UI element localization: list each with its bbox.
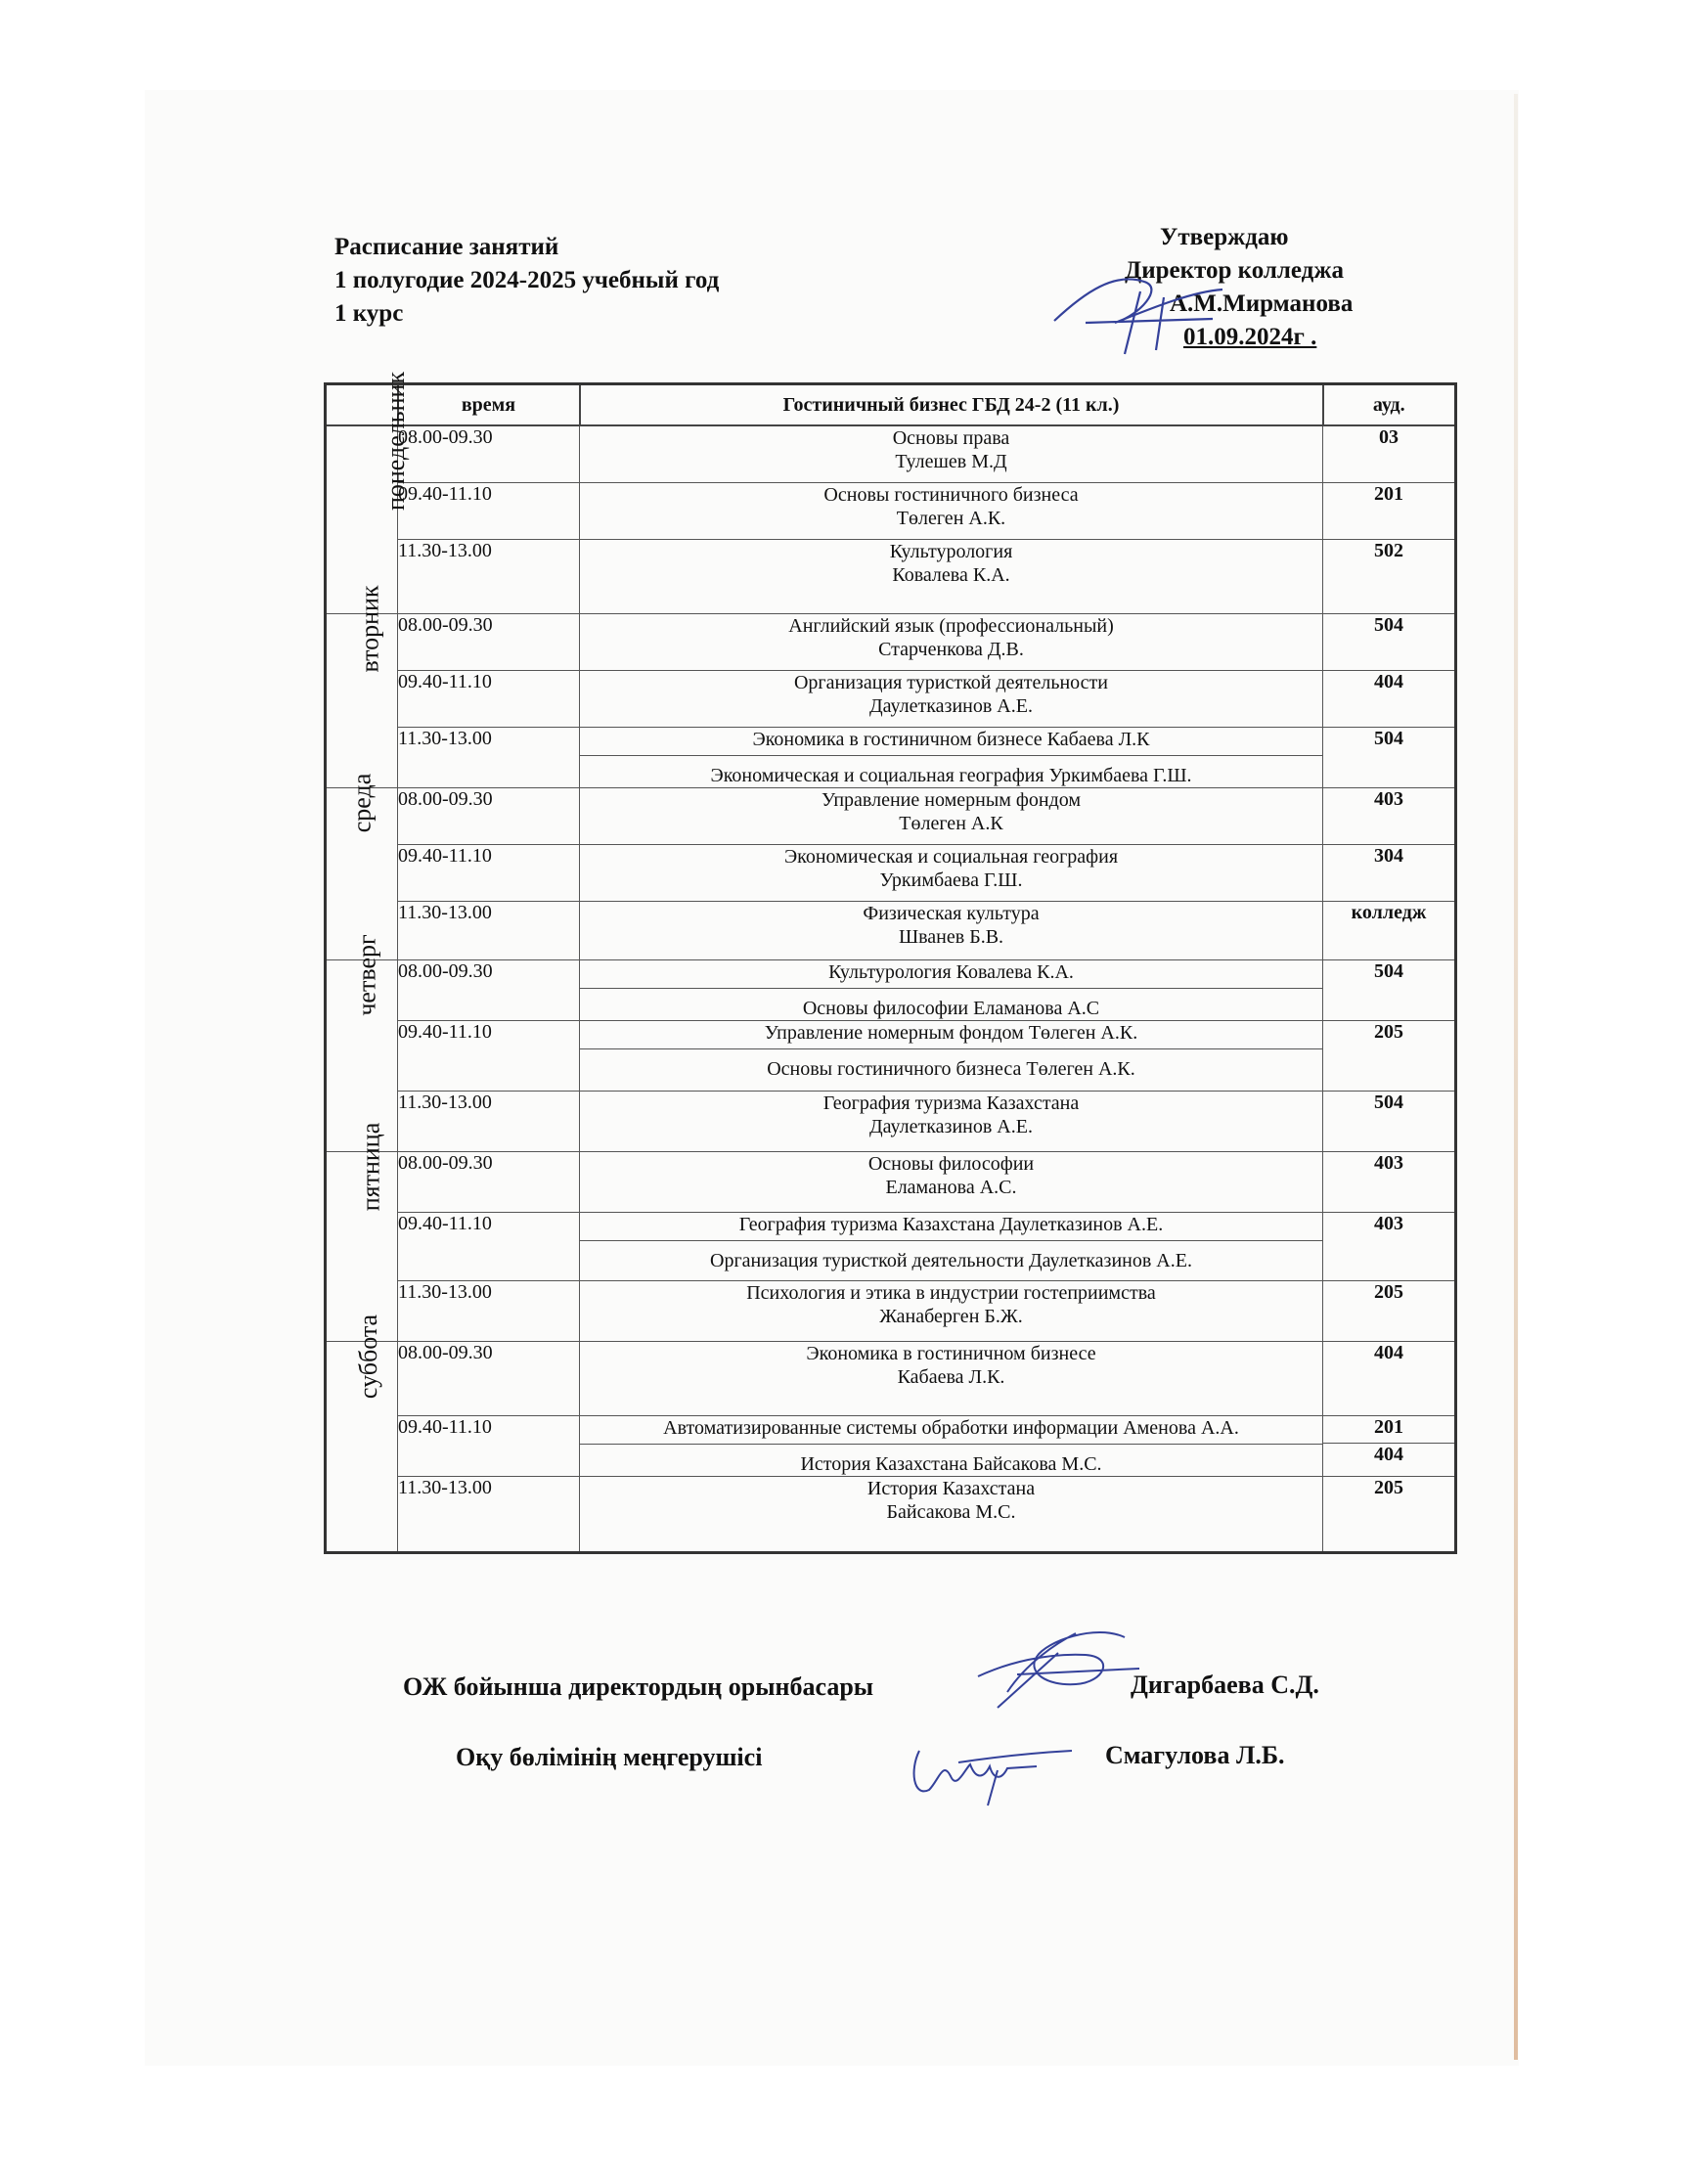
lesson-entry: [580, 1048, 1322, 1081]
lesson-teacher: Төлеген А.К: [899, 812, 1003, 834]
subject-cell: [580, 539, 1323, 613]
room-cell: [1323, 482, 1456, 539]
time-cell: 09.40-11.10: [398, 844, 580, 901]
lesson-teacher: Төлеген А.К.: [896, 507, 1006, 529]
day-cell: [326, 1314, 398, 1552]
room-cell: [1323, 844, 1456, 901]
lesson-subject: Управление номерным фондом Төлеген А.К.: [764, 1021, 1138, 1044]
table-row: [326, 1212, 1456, 1280]
room-cell: [1323, 959, 1456, 1020]
table-row: [326, 1020, 1456, 1091]
lesson-entry: [580, 1213, 1322, 1236]
table-row: [326, 613, 1456, 670]
lesson-subject: Экономическая и социальная география: [783, 845, 1119, 868]
lesson-subject: Экономическая и социальная география Уркимбаева Г.Ш.: [710, 764, 1192, 786]
lesson-teacher: Старченкова Д.В.: [878, 638, 1024, 660]
table-row: [326, 901, 1456, 959]
room-cell: [1323, 1341, 1456, 1415]
table-row: [326, 1280, 1456, 1341]
lesson-entry: [580, 671, 1322, 718]
lesson-teacher: Даулетказинов А.Е.: [869, 1115, 1033, 1137]
head-title: Оқу бөлімінің меңгерушісі: [456, 1743, 763, 1771]
room-number: 504: [1374, 1091, 1403, 1113]
room-cell: [1323, 670, 1456, 727]
lesson-subject: Организация туристкой деятельности Даулетказинов А.Е.: [710, 1249, 1192, 1271]
subject-cell: [580, 727, 1323, 787]
room-number: 304: [1374, 844, 1403, 867]
lesson-subject: География туризма Казахстана Даулетказинов А.Е.: [738, 1213, 1164, 1235]
director-signature: [1046, 252, 1232, 360]
time-cell: 11.30-13.00: [398, 539, 580, 613]
room-number: 504: [1374, 727, 1403, 749]
table-row: [326, 482, 1456, 539]
time-cell: 08.00-09.30: [398, 1341, 580, 1415]
subject-cell: [580, 1415, 1323, 1476]
day-label: вторник: [355, 584, 384, 673]
subject-cell: [580, 787, 1323, 844]
lesson-subject: Английский язык (профессиональный): [788, 614, 1114, 637]
table-row: [326, 539, 1456, 613]
subject-cell: [580, 844, 1323, 901]
room-number: 403: [1374, 787, 1403, 810]
lesson-teacher: Даулетказинов А.Е.: [869, 694, 1033, 717]
header-cell-group: Гостиничный бизнес ГБД 24-2 (11 кл.): [580, 384, 1323, 426]
deputy-title: ОЖ бойынша директордың орынбасары: [403, 1672, 874, 1701]
table-row: [326, 844, 1456, 901]
header-semester: 1 полугодие 2024-2025 учебный год: [334, 267, 720, 293]
room-number: 404: [1374, 670, 1403, 692]
day-label: понедельник: [381, 371, 411, 512]
table-header-row: [326, 384, 1456, 426]
lesson-teacher: Еламанова А.С.: [885, 1176, 1017, 1198]
lesson-subject: Культурология Ковалева К.А.: [828, 960, 1074, 983]
room-number: 403: [1374, 1212, 1403, 1234]
table-row: [326, 1415, 1456, 1476]
table-row: [326, 670, 1456, 727]
lesson-subject: История Казахстана Байсакова М.С.: [800, 1452, 1102, 1475]
time-cell: 09.40-11.10: [398, 1415, 580, 1476]
time-cell: 08.00-09.30: [398, 613, 580, 670]
lesson-subject: Автоматизированные системы обработки информации Аменова А.А.: [663, 1416, 1239, 1439]
room-cell: [1323, 1151, 1456, 1212]
room-number: 03: [1379, 426, 1399, 448]
lesson-entry: [580, 1444, 1322, 1476]
room-cell: [1323, 901, 1456, 959]
director-name: А.М.Мирманова: [1170, 290, 1354, 317]
lesson-entry: [580, 1281, 1322, 1328]
header-course: 1 курс: [334, 300, 404, 327]
room-cell: [1323, 1476, 1456, 1552]
lesson-entry: [580, 614, 1322, 661]
subject-cell: [580, 425, 1323, 482]
room-number: 404: [1323, 1443, 1454, 1466]
table-row: [326, 1151, 1456, 1212]
lesson-subject: Культурология: [889, 540, 1013, 562]
day-label: суббота: [354, 1314, 383, 1399]
table-row: [326, 425, 1456, 482]
lesson-subject: История Казахстана: [866, 1477, 1036, 1499]
lesson-subject: Основы права: [892, 427, 1010, 449]
lesson-subject: Психология и этика в индустрии гостеприимства: [746, 1281, 1156, 1304]
deputy-signature: [968, 1614, 1144, 1721]
time-cell: 11.30-13.00: [398, 1280, 580, 1341]
table-row: [326, 787, 1456, 844]
room-cell: [1323, 1020, 1456, 1091]
lesson-entry: [580, 988, 1322, 1020]
lesson-entry: [580, 788, 1322, 835]
schedule-header: [334, 231, 719, 331]
subject-cell: [580, 959, 1323, 1020]
time-cell: 11.30-13.00: [398, 1091, 580, 1151]
lesson-subject: Экономика в гостиничном бизнесе Кабаева Л.К: [752, 728, 1150, 750]
room-number: 404: [1374, 1341, 1403, 1363]
subject-cell: [580, 1212, 1323, 1280]
room-cell: [1323, 613, 1456, 670]
lesson-entry: [580, 1477, 1322, 1524]
approve-label: Утверждаю: [1160, 224, 1289, 250]
lesson-subject: Основы философии: [867, 1152, 1035, 1175]
lesson-subject: Организация туристкой деятельности: [793, 671, 1108, 693]
head-name: Смагулова Л.Б.: [1105, 1741, 1285, 1769]
table-row: [326, 1476, 1456, 1552]
time-cell: 08.00-09.30: [398, 1151, 580, 1212]
lesson-entry: [580, 1240, 1322, 1272]
day-label: четверг: [352, 933, 381, 1016]
lesson-entry: [580, 845, 1322, 892]
time-cell: 09.40-11.10: [398, 1020, 580, 1091]
lesson-subject: Физическая культура: [863, 902, 1040, 924]
header-title: Расписание занятий: [334, 234, 559, 260]
room-cell: [1323, 539, 1456, 613]
table-row: [326, 1341, 1456, 1415]
lesson-entry: [580, 960, 1322, 984]
approval-date: 01.09.2024г .: [1183, 324, 1317, 350]
room-number: 205: [1374, 1020, 1403, 1043]
room-cell: [1323, 1091, 1456, 1151]
lesson-entry: [580, 540, 1322, 587]
room-number: 201: [1374, 1415, 1403, 1438]
lesson-entry: [580, 728, 1322, 751]
subject-cell: [580, 1020, 1323, 1091]
time-cell: 09.40-11.10: [398, 1212, 580, 1280]
lesson-teacher: Байсакова М.С.: [886, 1500, 1016, 1523]
director-title: Директор колледжа: [1125, 257, 1344, 284]
schedule-table: [324, 371, 1457, 1554]
lesson-teacher: Уркимбаева Г.Ш.: [879, 869, 1023, 891]
subject-cell: [580, 670, 1323, 727]
room-number: 504: [1374, 959, 1403, 982]
room-cell: [1323, 425, 1456, 482]
subject-cell: [580, 613, 1323, 670]
lesson-teacher: Кабаева Л.К.: [897, 1365, 1005, 1388]
room-number: колледж: [1351, 901, 1427, 923]
page-edge-shadow: [1514, 94, 1518, 2060]
header-cell-room: ауд.: [1323, 384, 1456, 426]
lesson-entry: [580, 483, 1322, 530]
room-cell: [1323, 787, 1456, 844]
lesson-entry: [580, 1021, 1322, 1045]
lesson-subject: Основы гостиничного бизнеса: [823, 483, 1079, 506]
subject-cell: [580, 901, 1323, 959]
room-number: 205: [1374, 1476, 1403, 1498]
lesson-teacher: Шванев Б.В.: [898, 925, 1004, 948]
subject-cell: [580, 1151, 1323, 1212]
deputy-name: Дигарбаева С.Д.: [1131, 1671, 1319, 1699]
table-row: [326, 959, 1456, 1020]
subject-cell: [580, 482, 1323, 539]
head-signature: [900, 1721, 1076, 1809]
room-number: 205: [1374, 1280, 1403, 1303]
lesson-subject: Экономика в гостиничном бизнесе: [806, 1342, 1096, 1364]
subject-cell: [580, 1091, 1323, 1151]
lesson-entry: [580, 1092, 1322, 1138]
lesson-subject: Управление номерным фондом: [821, 788, 1082, 811]
lesson-entry: [580, 1342, 1322, 1389]
table-row: [326, 1091, 1456, 1151]
day-label: пятница: [356, 1122, 385, 1211]
lesson-subject: Основы философии Еламанова А.С: [802, 997, 1100, 1019]
time-cell: 08.00-09.30: [398, 787, 580, 844]
time-cell: 08.00-09.30: [398, 425, 580, 482]
lesson-subject: География туризма Казахстана: [822, 1092, 1080, 1114]
lesson-entry: [580, 426, 1322, 473]
day-label: среда: [346, 773, 376, 832]
room-number: 201: [1374, 482, 1403, 505]
day-cell: [326, 584, 398, 787]
room-cell: [1323, 1280, 1456, 1341]
lesson-entry: [580, 1152, 1322, 1199]
time-cell: 11.30-13.00: [398, 1476, 580, 1552]
room-cell: [1323, 1212, 1456, 1280]
time-cell: 08.00-09.30: [398, 959, 580, 1020]
time-cell: 11.30-13.00: [398, 901, 580, 959]
lesson-entry: [580, 755, 1322, 787]
room-cell: [1323, 1415, 1456, 1476]
room-number: 504: [1374, 613, 1403, 636]
table-row: [326, 727, 1456, 787]
subject-cell: [580, 1280, 1323, 1341]
subject-cell: [580, 1476, 1323, 1552]
time-cell: 09.40-11.10: [398, 670, 580, 727]
time-cell: 11.30-13.00: [398, 727, 580, 787]
header-cell-time: время: [398, 384, 580, 426]
lesson-teacher: Тулешев М.Д: [895, 451, 1007, 472]
subject-cell: [580, 1341, 1323, 1415]
lesson-subject: Основы гостиничного бизнеса Төлеген А.К.: [767, 1057, 1135, 1080]
lesson-entry: [580, 1416, 1322, 1440]
lesson-entry: [580, 902, 1322, 949]
room-number: 502: [1374, 539, 1403, 561]
lesson-teacher: Ковалева К.А.: [892, 563, 1010, 586]
room-number: 403: [1374, 1151, 1403, 1174]
room-cell: [1323, 727, 1456, 787]
day-cell: [326, 1122, 398, 1341]
lesson-teacher: Жанаберген Б.Ж.: [879, 1305, 1023, 1327]
time-cell: 09.40-11.10: [398, 482, 580, 539]
